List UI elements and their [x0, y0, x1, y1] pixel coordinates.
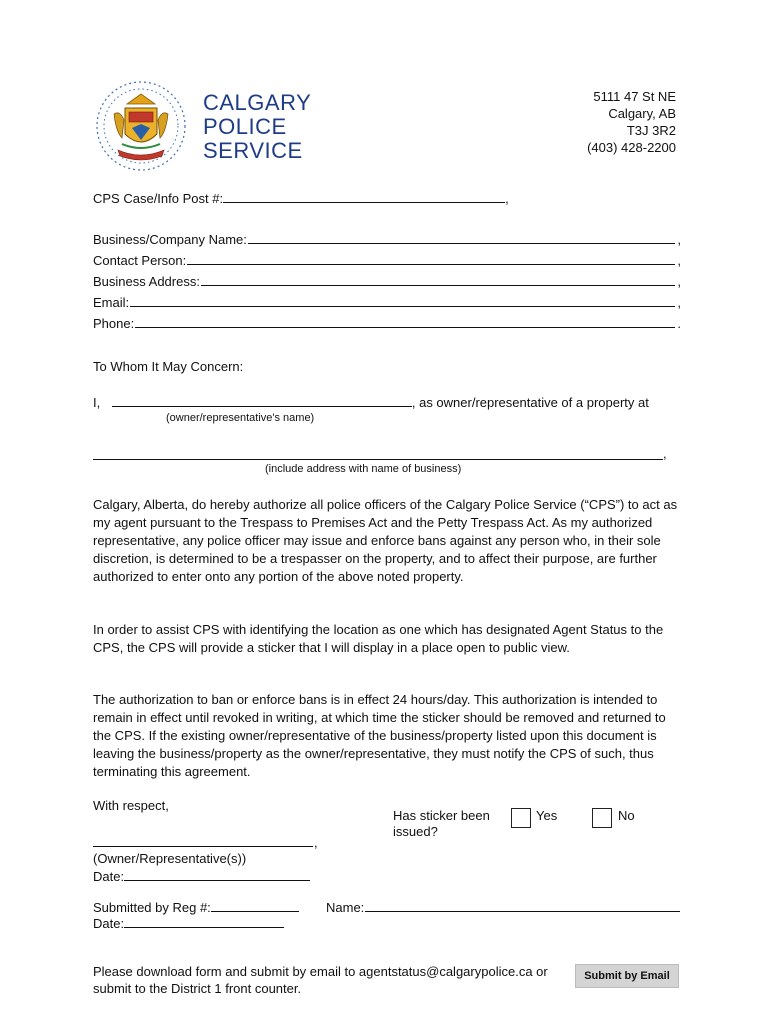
phone-label: Phone: [93, 316, 135, 331]
sticker-no-label: No [618, 808, 635, 823]
footer-instructions [93, 963, 573, 997]
sticker-yes-checkbox[interactable] [511, 808, 531, 828]
calgary-police-service-wordmark [203, 91, 311, 163]
business-name-row [93, 232, 681, 247]
signature-field[interactable] [93, 836, 313, 847]
property-address-end: , [663, 446, 667, 461]
owner-date-field[interactable] [124, 870, 310, 881]
address-city: Calgary, AB [608, 106, 676, 121]
business-name-label: Business/Company Name: [93, 232, 247, 247]
property-address-field[interactable] [93, 447, 663, 460]
case-number-label: CPS Case/Info Post #: [93, 191, 224, 206]
calgary-police-crest-logo [92, 80, 190, 172]
business-address-end: , [677, 274, 681, 289]
business-name-end: , [677, 232, 681, 247]
footer-line1: Please download form and submit by email to agentstatus@calgarypolice.ca or [93, 964, 548, 979]
submitted-date-label: Date: [93, 916, 125, 931]
address-postal: T3J 3R2 [626, 123, 676, 138]
footer-line2: submit to the District 1 front counter. [93, 981, 302, 996]
business-address-row [93, 274, 681, 289]
case-number-trail: , [505, 191, 509, 206]
contact-person-end: , [677, 253, 681, 268]
owner-name-field[interactable] [112, 396, 412, 407]
contact-person-row [93, 253, 681, 268]
email-label: Email: [93, 295, 130, 310]
station-address [587, 88, 676, 156]
email-row [93, 295, 681, 310]
email-field[interactable] [130, 296, 675, 307]
business-address-field[interactable] [201, 275, 675, 286]
logo-line-calgary: CALGARY [203, 90, 312, 115]
case-number-row [93, 191, 509, 206]
logo-line-service: SERVICE [203, 138, 303, 163]
sticker-paragraph: In order to assist CPS with identifying the location as one which has designated Agent Status to the CPS, the CPS will provide a sticker that I will display in a place open to public view. [93, 622, 664, 655]
sticker-question-line2: issued? [393, 824, 438, 839]
logo-line-police: POLICE [203, 114, 287, 139]
submitted-name-label: Name: [326, 900, 365, 915]
submitted-reg-label: Submitted by Reg #: [93, 900, 211, 915]
property-address-caption: (include address with name of business) [265, 463, 462, 475]
owner-date-label: Date: [93, 869, 125, 884]
owner-suffix: , as owner/representative of a property at [411, 395, 649, 410]
email-end: , [677, 295, 681, 310]
business-name-field[interactable] [248, 233, 675, 244]
contact-person-field[interactable] [187, 254, 675, 265]
submitted-reg-field[interactable] [211, 901, 299, 912]
duration-paragraph: The authorization to ban or enforce bans is in effect 24 hours/day. This authorization is intended to remain in effect until revoked in writing, at which time the sticker should be removed and returned to the CPS. If the existing owner/representative of the business/property listed upon this document is leaving the business/property as the owner/representative, they must notify the CPS of such, thus terminating this agreement. [93, 692, 666, 779]
with-respect: With respect, [93, 798, 169, 813]
owner-date-row [93, 869, 310, 884]
sticker-question-line1: Has sticker been [393, 808, 490, 823]
owner-row [93, 395, 649, 410]
submitted-name-row [326, 900, 680, 915]
owner-name-caption: (owner/representative's name) [166, 412, 315, 424]
business-address-label: Business Address: [93, 274, 200, 289]
signature-end: , [314, 835, 318, 850]
submit-by-email-button[interactable]: Submit by Email [575, 964, 679, 988]
submitted-date-field[interactable] [124, 917, 284, 928]
phone-row [93, 316, 681, 331]
authorization-paragraph: Calgary, Alberta, do hereby authorize all police officers of the Calgary Police Service (“CPS”) to act as my agent pursuant to the Trespass to Premises Act and the Petty Trespass Act. As my authorized representative, any police officer may issue and enforce bans against any person who, in their sole discretion, is determined to be a trespasser on the property, and to affect their purpose, are further authorized to enter onto any portion of the above noted property. [93, 497, 678, 584]
phone-end: . [677, 316, 681, 331]
submitted-date-row [93, 916, 284, 931]
submitted-reg-row [93, 900, 299, 915]
owner-prefix: I, [93, 395, 101, 410]
salutation: To Whom It May Concern: [93, 359, 244, 374]
sticker-no-checkbox[interactable] [592, 808, 612, 828]
address-street: 5111 47 St NE [593, 89, 676, 104]
phone-field[interactable] [135, 317, 675, 328]
owner-representative-caption: (Owner/Representative(s)) [93, 851, 247, 866]
sticker-yes-label: Yes [536, 808, 558, 823]
contact-person-label: Contact Person: [93, 253, 187, 268]
submitted-name-field[interactable] [365, 901, 680, 912]
address-phone: (403) 428-2200 [587, 140, 676, 155]
sticker-question [393, 808, 490, 840]
case-number-field[interactable] [223, 192, 505, 203]
